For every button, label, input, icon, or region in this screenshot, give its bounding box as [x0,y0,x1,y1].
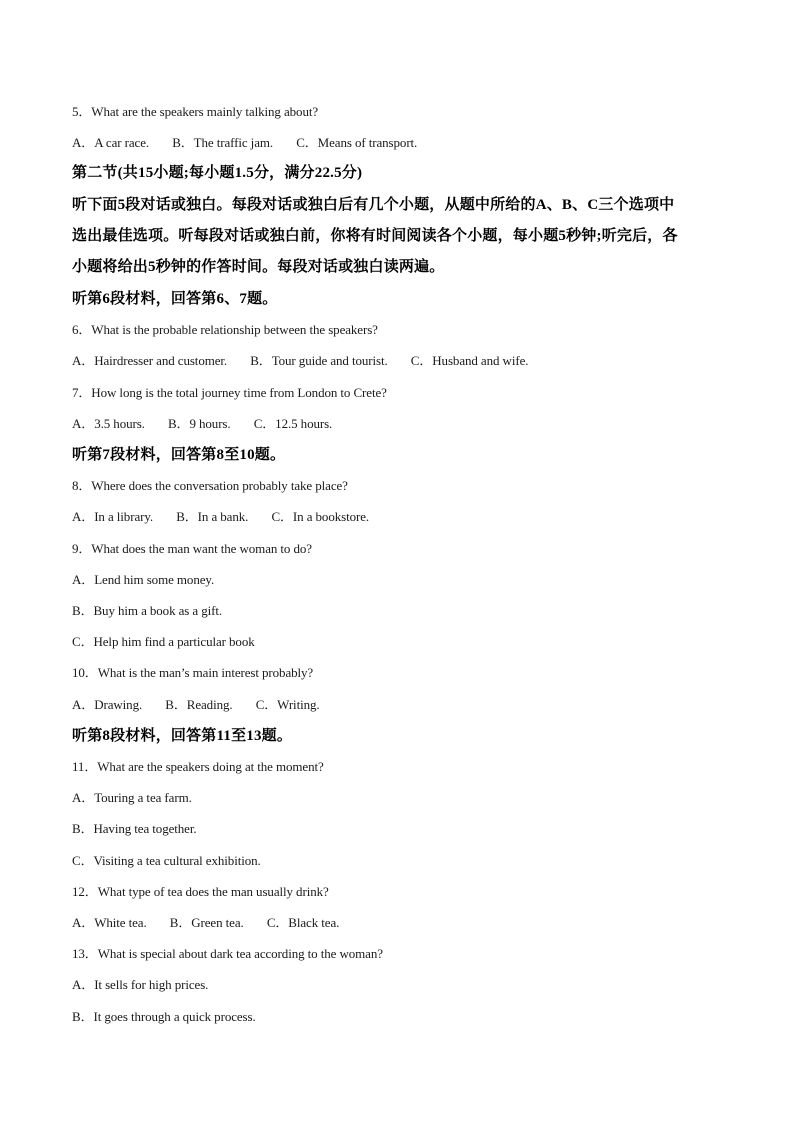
material-6-heading: 听第6段材料，回答第6、7题。 [72,291,278,307]
question-10: 10．What is the man’s main interest probably? [72,665,314,680]
material-7-heading: 听第7段材料，回答第8至10题。 [72,447,286,463]
section-2-title: 第二节(共15小题;每小题1.5分，满分22.5分) [72,165,363,181]
options-q7 [72,415,332,433]
options-q10 [72,696,320,714]
question-12: 12．What type of tea does the man usually drink? [72,884,329,899]
option-9c: C．Help him find a particular book [72,634,255,649]
option-6b: B．Tour guide and tourist. [250,353,388,368]
section-2-instructions-line-3: 小题将给出5秒钟的作答时间。每段对话或独白读两遍。 [72,259,445,275]
question-11: 11．What are the speakers doing at the moment? [72,759,324,774]
option-10a: A．Drawing. [72,697,143,712]
option-7b: B．9 hours. [167,416,231,431]
option-8b: B．In a bank. [176,509,249,524]
option-5a: A．A car race. [72,135,150,150]
section-2-instructions-line-1: 听下面5段对话或独白。每段对话或独白后有几个小题，从题中所给的A、B、C三个选项中 [72,197,675,213]
question-6: 6．What is the probable relationship between the speakers? [72,322,378,337]
question-9: 9．What does the man want the woman to do? [72,541,312,556]
question-8: 8．Where does the conversation probably take place? [72,478,348,493]
material-8-heading: 听第8段材料，回答第11至13题。 [72,728,293,744]
question-7: 7．How long is the total journey time from London to Crete? [72,385,387,400]
option-13b: B．It goes through a quick process. [72,1009,256,1024]
option-12a: A．White tea. [72,915,147,930]
option-9b: B．Buy him a book as a gift. [72,603,223,618]
options-q8 [72,508,369,526]
option-11a: A．Touring a tea farm. [72,790,192,805]
option-5b: B．The traffic jam. [172,135,274,150]
option-6a: A．Hairdresser and customer. [72,353,228,368]
option-8c: C．In a bookstore. [271,509,370,524]
options-q12 [72,914,339,932]
option-6c: C．Husband and wife. [410,353,529,368]
option-11c: C．Visiting a tea cultural exhibition. [72,853,261,868]
question-5: 5．What are the speakers mainly talking about? [72,104,319,119]
section-2-instructions-line-2: 选出最佳选项。听每段对话或独白前，你将有时间阅读各个小题，每小题5秒钟;听完后，各 [72,228,678,244]
option-13a: A．It sells for high prices. [72,977,209,992]
option-7a: A．3.5 hours. [72,416,145,431]
option-10c: C．Writing. [255,697,320,712]
option-5c: C．Means of transport. [296,135,418,150]
options-q6 [72,352,528,370]
question-13: 13．What is special about dark tea according to the woman? [72,946,383,961]
option-12b: B．Green tea. [169,915,244,930]
options-q5 [72,134,417,152]
option-10b: B．Reading. [165,697,233,712]
option-9a: A．Lend him some money. [72,572,215,587]
option-8a: A．In a library. [72,509,154,524]
option-12c: C．Black tea. [266,915,340,930]
option-11b: B．Having tea together. [72,821,197,836]
option-7c: C．12.5 hours. [253,416,333,431]
